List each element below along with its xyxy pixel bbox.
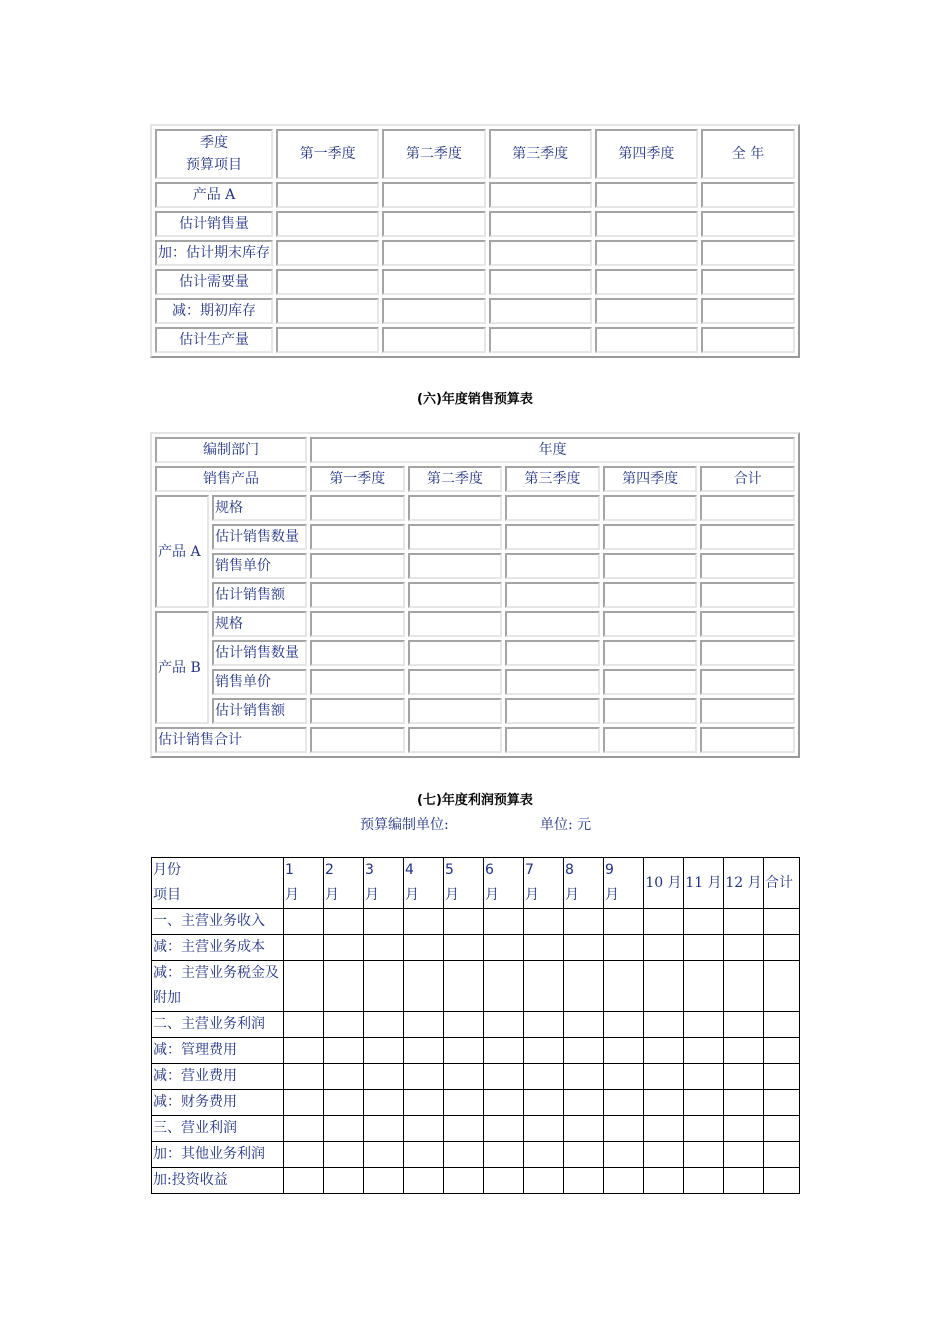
row-label: 减：主营业务税金及附加 [152,961,284,1012]
item-label: 规格 [212,495,307,521]
cell [684,935,724,961]
corner-bottom: 预算项目 [186,157,242,173]
cell [404,909,444,935]
cell [700,640,795,666]
cell [644,1038,684,1064]
table-row [152,961,800,1012]
currency-unit: 单位: 元 [540,817,592,833]
col-header: 第二季度 [408,466,503,492]
cell [324,1038,364,1064]
month-number: 2 [325,862,334,878]
col-header: 第四季度 [595,129,698,179]
cell [324,935,364,961]
cell [595,211,698,237]
table-row [152,909,800,935]
cell [484,1090,524,1116]
month-unit: 月 [485,887,499,903]
cell [408,524,503,550]
cell [524,1012,564,1038]
cell [364,1116,404,1142]
month-unit: 月 [325,887,339,903]
cell [603,698,698,724]
month-number: 9 [605,862,614,878]
cell [444,1090,484,1116]
cell [604,1116,644,1142]
cell [505,582,600,608]
cell [764,1116,800,1142]
cell [489,211,592,237]
cell [404,1168,444,1194]
cell [764,1012,800,1038]
cell [408,611,503,637]
corner-bottom: 项目 [153,887,181,903]
cell [764,1090,800,1116]
table-row [152,1142,800,1168]
cell [564,1090,604,1116]
row-label: 加：估计期末库存 [155,240,273,266]
cell [684,1038,724,1064]
month-number: 3 [365,862,374,878]
col-header: 第四季度 [603,466,698,492]
cell [701,182,795,208]
cell [724,1064,764,1090]
cell [684,909,724,935]
month-unit: 月 [405,887,419,903]
cell [701,211,795,237]
cell [724,961,764,1012]
cell [404,1116,444,1142]
cell [764,935,800,961]
month-unit: 月 [365,887,379,903]
cell [700,495,795,521]
cell [382,182,485,208]
profit-budget-title: (七)年度利润预算表 [417,793,533,808]
cell [324,1142,364,1168]
corner-top: 月份 [153,862,181,878]
cell [484,1116,524,1142]
cell [444,1142,484,1168]
cell [284,1168,324,1194]
cell [404,1064,444,1090]
cell [505,611,600,637]
month-number: 5 [445,862,454,878]
cell [604,961,644,1012]
item-label: 估计销售数量 [212,524,307,550]
cell [684,1168,724,1194]
month-header: 10 月 [644,858,684,909]
cell [564,1012,604,1038]
row-label: 减：财务费用 [152,1090,284,1116]
cell [484,1012,524,1038]
cell [444,935,484,961]
col-header: 全 年 [701,129,795,179]
total-header: 合计 [764,858,800,909]
cell [724,1116,764,1142]
cell [276,327,379,353]
cell [604,909,644,935]
cell [324,909,364,935]
cell [524,1090,564,1116]
cell [444,1038,484,1064]
cell [724,1090,764,1116]
cell [524,961,564,1012]
cell [564,961,604,1012]
cell [684,961,724,1012]
cell [364,1038,404,1064]
cell [604,1168,644,1194]
cell [644,1090,684,1116]
cell [364,909,404,935]
cell [310,727,405,753]
dept-header: 编制部门 [155,437,307,463]
unit-label: 预算编制单位: [360,817,449,833]
cell [700,524,795,550]
cell [404,935,444,961]
cell [382,211,485,237]
cell [484,935,524,961]
cell [764,1038,800,1064]
item-label: 销售单价 [212,669,307,695]
cell [484,1038,524,1064]
row-label: 减：主营业务成本 [152,935,284,961]
cell [564,1038,604,1064]
cell [700,698,795,724]
cell [408,727,503,753]
cell [764,961,800,1012]
total-label: 估计销售合计 [155,727,307,753]
cell [684,1064,724,1090]
month-unit: 月 [445,887,459,903]
cell [700,553,795,579]
cell [484,1064,524,1090]
month-header [404,858,444,909]
row-label: 估计销售量 [155,211,273,237]
production-budget-table [150,124,800,358]
row-label: 一、主营业务收入 [152,909,284,935]
cell [408,553,503,579]
cell [724,1038,764,1064]
row-label: 加：其他业务利润 [152,1142,284,1168]
cell [603,669,698,695]
cell [284,1142,324,1168]
cell [644,909,684,935]
col-header: 第二季度 [382,129,485,179]
cell [310,698,405,724]
cell [364,1168,404,1194]
month-header: 11 月 [684,858,724,909]
month-header [444,858,484,909]
cell [276,269,379,295]
cell [310,669,405,695]
cell [724,1012,764,1038]
cell [310,553,405,579]
cell [644,1142,684,1168]
cell [324,1168,364,1194]
cell [603,495,698,521]
cell [700,727,795,753]
cell [604,1090,644,1116]
cell [604,1142,644,1168]
cell [604,935,644,961]
cell [382,240,485,266]
cell [310,640,405,666]
table-row [152,1038,800,1064]
cell [284,961,324,1012]
row-label: 估计需要量 [155,269,273,295]
cell [644,1064,684,1090]
cell [644,1168,684,1194]
cell [684,1090,724,1116]
cell [284,1038,324,1064]
cell [484,961,524,1012]
month-number: 7 [525,862,534,878]
cell [310,524,405,550]
cell [489,240,592,266]
cell [724,935,764,961]
cell [564,1116,604,1142]
cell [324,1012,364,1038]
month-unit: 月 [605,887,619,903]
row-label: 减：营业费用 [152,1064,284,1090]
cell [524,1064,564,1090]
cell [404,961,444,1012]
cell [701,327,795,353]
item-label: 估计销售额 [212,698,307,724]
cell [364,935,404,961]
cell [489,298,592,324]
cell [284,1064,324,1090]
cell [364,1012,404,1038]
cell [444,909,484,935]
item-label: 估计销售额 [212,582,307,608]
table-row [152,1064,800,1090]
product-header: 销售产品 [155,466,307,492]
cell [603,640,698,666]
cell [276,298,379,324]
row-label: 估计生产量 [155,327,273,353]
cell [764,909,800,935]
cell [505,640,600,666]
month-unit: 月 [565,887,579,903]
cell [284,935,324,961]
col-header: 第一季度 [276,129,379,179]
cell [444,1064,484,1090]
cell [364,1064,404,1090]
cell [604,1038,644,1064]
cell [505,553,600,579]
cell [701,240,795,266]
cell [505,669,600,695]
item-label: 估计销售数量 [212,640,307,666]
group-label: 产品 A [155,495,209,608]
month-unit: 月 [525,887,539,903]
cell [444,961,484,1012]
cell [404,1038,444,1064]
col-header: 合计 [700,466,795,492]
cell [444,1116,484,1142]
cell [524,935,564,961]
cell [524,1038,564,1064]
cell [505,698,600,724]
month-header [284,858,324,909]
cell [595,269,698,295]
corner-header [155,129,273,179]
sales-budget-title: (六)年度销售预算表 [417,392,533,407]
cell [644,961,684,1012]
cell [595,240,698,266]
row-label: 三、营业利润 [152,1116,284,1142]
cell [364,961,404,1012]
cell [408,698,503,724]
cell [564,935,604,961]
cell [404,1142,444,1168]
item-label: 规格 [212,611,307,637]
item-label: 销售单价 [212,553,307,579]
month-header [564,858,604,909]
cell [489,182,592,208]
cell [276,240,379,266]
col-header: 第一季度 [310,466,405,492]
cell [404,1090,444,1116]
row-label: 二、主营业务利润 [152,1012,284,1038]
cell [724,1142,764,1168]
sales-budget-table [150,432,800,758]
cell [524,909,564,935]
cell [489,327,592,353]
row-label: 减：管理费用 [152,1038,284,1064]
table-row [152,1116,800,1142]
cell [595,182,698,208]
cell [603,582,698,608]
cell [764,1142,800,1168]
row-label: 加:投资收益 [152,1168,284,1194]
cell [603,524,698,550]
cell [364,1090,404,1116]
cell [684,1116,724,1142]
cell [644,1116,684,1142]
cell [444,1168,484,1194]
cell [604,1064,644,1090]
cell [595,298,698,324]
col-header: 第三季度 [505,466,600,492]
cell [382,269,485,295]
cell [284,909,324,935]
cell [701,269,795,295]
cell [505,727,600,753]
table-row [152,935,800,961]
cell [564,909,604,935]
table-row [152,1168,800,1194]
month-header: 12 月 [724,858,764,909]
cell [644,1012,684,1038]
row-label: 产品 A [155,182,273,208]
cell [764,1064,800,1090]
table-row [152,1012,800,1038]
cell [701,298,795,324]
cell [564,1142,604,1168]
cell [444,1012,484,1038]
month-header [484,858,524,909]
cell [564,1064,604,1090]
month-header [324,858,364,909]
cell [764,1168,800,1194]
cell [595,327,698,353]
cell [684,1142,724,1168]
cell [644,935,684,961]
month-header [364,858,404,909]
cell [700,611,795,637]
col-header: 第三季度 [489,129,592,179]
cell [484,909,524,935]
cell [524,1168,564,1194]
cell [484,1142,524,1168]
cell [404,1012,444,1038]
cell [324,1064,364,1090]
cell [700,582,795,608]
cell [505,524,600,550]
month-number: 1 [285,862,294,878]
cell [724,909,764,935]
cell [324,961,364,1012]
cell [604,1012,644,1038]
profit-budget-table [151,857,801,1194]
cell [310,582,405,608]
month-header [604,858,644,909]
cell [364,1142,404,1168]
cell [324,1116,364,1142]
cell [408,640,503,666]
month-header [524,858,564,909]
cell [524,1142,564,1168]
cell [564,1168,604,1194]
cell [484,1168,524,1194]
group-label: 产品 B [155,611,209,724]
cell [603,553,698,579]
cell [505,495,600,521]
cell [310,611,405,637]
cell [700,669,795,695]
month-number: 6 [485,862,494,878]
cell [284,1116,324,1142]
cell [324,1090,364,1116]
row-label: 减：期初库存 [155,298,273,324]
year-header: 年度 [310,437,795,463]
cell [408,669,503,695]
cell [284,1012,324,1038]
corner-top: 季度 [200,135,228,151]
cell [684,1012,724,1038]
month-number: 8 [565,862,574,878]
cell [603,611,698,637]
table-row [152,1090,800,1116]
cell [524,1116,564,1142]
cell [310,495,405,521]
cell [408,495,503,521]
corner-header [152,858,284,909]
cell [276,182,379,208]
month-number: 4 [405,862,414,878]
cell [382,298,485,324]
cell [276,211,379,237]
cell [284,1090,324,1116]
cell [489,269,592,295]
cell [724,1168,764,1194]
cell [603,727,698,753]
month-unit: 月 [285,887,299,903]
cell [382,327,485,353]
cell [408,582,503,608]
